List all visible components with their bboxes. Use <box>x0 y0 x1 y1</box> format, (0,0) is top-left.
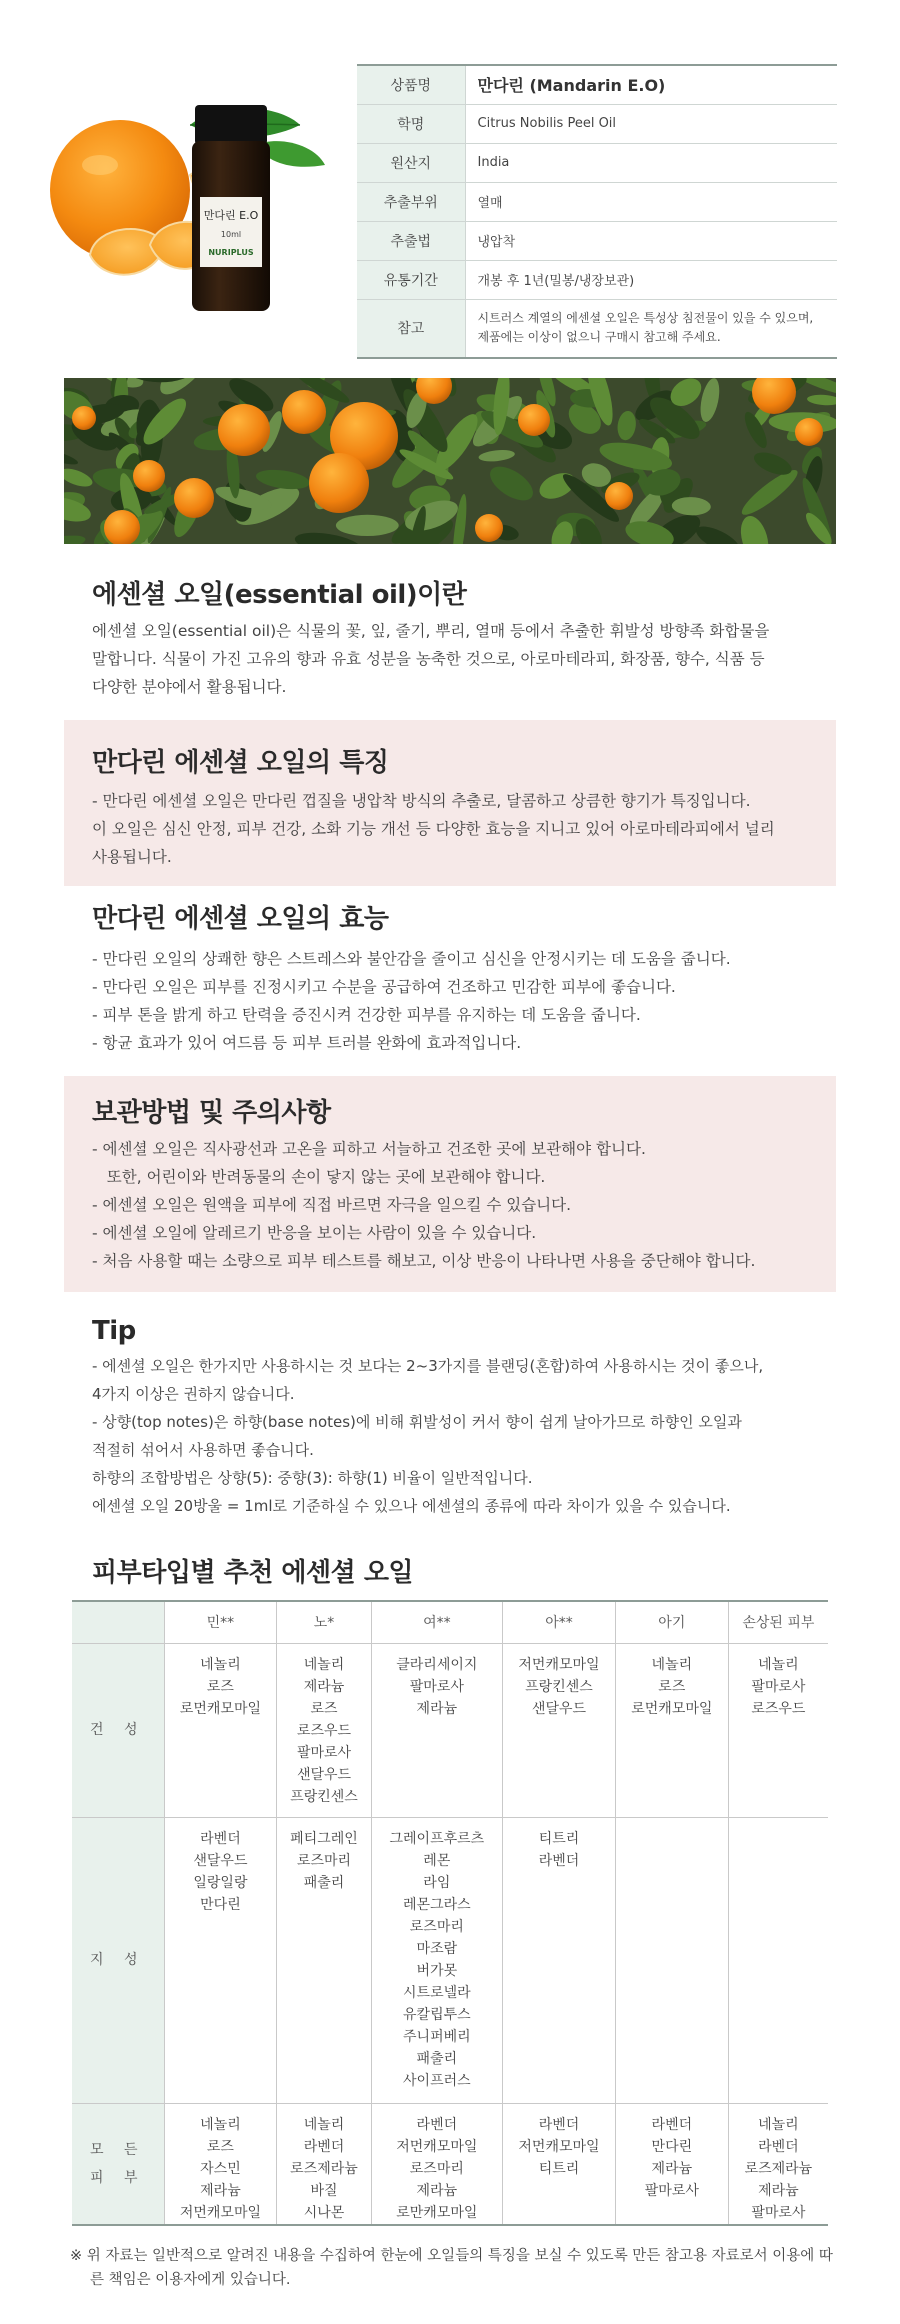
info-row <box>357 104 837 143</box>
oil-name: 로즈우드 <box>751 1700 806 1717</box>
tip-line: 에센셜 오일 20방울 = 1ml로 기준하실 수 있으나 에센셜의 종류에 따라 차이가 있을 수 있습니다. <box>92 1497 731 1515</box>
oil-name: 제라늄 <box>416 1700 458 1717</box>
oil-name: 패출리 <box>416 2050 458 2067</box>
oil-name: 버가못 <box>416 1962 458 1979</box>
feature-line: 사용됩니다. <box>92 848 172 866</box>
oil-name: 네놀리 <box>651 1656 693 1673</box>
fruit-decoration <box>174 478 214 518</box>
fruit-decoration <box>475 514 503 542</box>
table-cell <box>164 1643 277 1817</box>
oil-name: 라벤더 <box>538 2116 580 2133</box>
effect-line: - 만다린 오일의 상쾌한 향은 스트레스와 불안감을 줄이고 심신을 안정시키는 데 도움을 줍니다. <box>92 950 731 968</box>
oil-name: 샌달우드 <box>296 1766 352 1783</box>
fruit-decoration <box>133 460 165 492</box>
oil-name: 제라늄 <box>416 2182 458 2199</box>
oil-name: 팔마로사 <box>296 1744 352 1761</box>
oil-name: 로즈마리 <box>409 2160 464 2177</box>
table-cell <box>277 2103 371 2225</box>
oil-name: 라벤더 <box>200 1830 241 1847</box>
oil-name: 로즈 <box>206 2138 234 2155</box>
table-row <box>72 1817 828 2103</box>
storage-section <box>64 1076 836 1292</box>
oil-name: 저먼캐모마일 <box>518 1656 600 1673</box>
tip-line: 적절히 섞어서 사용하면 좋습니다. <box>92 1441 314 1459</box>
oil-name: 레몬그라스 <box>403 1896 471 1913</box>
oil-name: 바질 <box>310 2182 338 2199</box>
info-key: 원산지 <box>357 143 465 182</box>
column-header: 아** <box>503 1601 616 1643</box>
table-cell <box>615 1643 728 1817</box>
info-key: 학명 <box>357 104 465 143</box>
info-key: 상품명 <box>357 65 465 104</box>
tip-title: Tip <box>92 1316 136 1346</box>
oil-name: 네놀리 <box>200 2116 241 2133</box>
fruit-decoration <box>218 404 270 456</box>
storage-line: - 처음 사용할 때는 소량으로 피부 테스트를 해보고, 이상 반응이 나타나면 사용을 중단해야 합니다. <box>92 1252 756 1270</box>
oil-name: 라벤더 <box>416 2116 458 2133</box>
oil-name: 팔마로사 <box>751 2204 806 2221</box>
oil-name: 시나몬 <box>303 2204 345 2221</box>
essential-oil-title: 에센셜 오일(essential oil)이란 <box>92 580 467 610</box>
oil-name: 저먼캐모마일 <box>396 2138 478 2155</box>
oil-name: 팔마로사 <box>644 2182 699 2199</box>
oil-name: 제라늄 <box>651 2160 693 2177</box>
info-value: Citrus Nobilis Peel Oil <box>465 104 837 143</box>
oil-name: 유칼립투스 <box>403 2006 471 2023</box>
bottle-label-name: 만다린 E.O <box>203 209 259 222</box>
skin-table-section <box>64 1552 836 1596</box>
row-header-line: 피 부 <box>90 2169 146 2186</box>
oil-name: 클라리세이지 <box>396 1656 478 1673</box>
table-corner <box>72 1601 164 1643</box>
table-cell <box>371 1817 502 2103</box>
info-value-line: 제품에는 이상이 없으니 구매시 참고해 주세요. <box>477 330 721 345</box>
table-cell <box>503 1643 616 1817</box>
fruit-decoration <box>282 390 326 434</box>
oil-name: 팔마로사 <box>751 1678 806 1695</box>
feature-title: 만다린 에센셜 오일의 특징 <box>92 748 389 778</box>
column-header: 여** <box>371 1601 502 1643</box>
oil-name: 샌달우드 <box>193 1852 248 1869</box>
skin-type-table <box>72 1600 828 2226</box>
feature-section <box>64 720 836 886</box>
fruit-decoration <box>72 406 96 430</box>
column-header: 손상된 피부 <box>728 1601 828 1643</box>
table-cell <box>371 2103 502 2225</box>
effect-line: - 피부 톤을 밝게 하고 탄력을 증진시켜 건강한 피부를 유지하는 데 도움을 줍니다. <box>92 1006 641 1024</box>
oil-name: 패출리 <box>303 1874 345 1891</box>
info-value-line: 시트러스 계열의 에센셜 오일은 특성상 침전물이 있을 수 있으며, <box>477 311 814 326</box>
mandarin-bottle-photo <box>40 95 360 335</box>
storage-line: 또한, 어린이와 반려동물의 손이 닿지 않는 곳에 보관해야 합니다. <box>92 1168 546 1186</box>
table-cell <box>503 2103 616 2225</box>
table-cell <box>728 2103 828 2225</box>
product-info-table <box>357 64 837 359</box>
info-row <box>357 260 837 299</box>
fruit-decoration <box>605 482 633 510</box>
feature-line: 이 오일은 심신 안정, 피부 건강, 소화 기능 개선 등 다양한 효능을 지니고 있어 아로마테라피에서 널리 <box>92 820 775 838</box>
oil-name: 만다린 <box>651 2138 693 2155</box>
column-header: 아기 <box>615 1601 728 1643</box>
oil-name: 프랑킨센스 <box>290 1788 358 1805</box>
oil-name: 네놀리 <box>758 1656 799 1673</box>
info-row <box>357 221 837 260</box>
oil-name: 저먼캐모마일 <box>179 2204 261 2221</box>
oil-name: 라벤더 <box>303 2138 345 2155</box>
oil-name: 일랑일랑 <box>193 1874 248 1891</box>
row-header: 지 성 <box>72 1817 164 2103</box>
info-value: 개봉 후 1년(밀봉/냉장보관) <box>465 260 837 299</box>
oil-name: 라벤더 <box>538 1852 580 1869</box>
tip-section <box>64 1316 836 1530</box>
effect-title: 만다린 에센셜 오일의 효능 <box>92 904 389 934</box>
oil-name: 라임 <box>423 1874 451 1891</box>
tip-line: - 에센셜 오일은 한가지만 사용하시는 것 보다는 2~3가지를 블랜딩(혼합)하여 사용하시는 것이 좋으나, <box>92 1357 764 1375</box>
oil-name: 네놀리 <box>303 2116 345 2133</box>
oil-name: 네놀리 <box>758 2116 799 2133</box>
effect-line: - 만다린 오일은 피부를 진정시키고 수분을 공급하여 건조하고 민감한 피부에 좋습니다. <box>92 978 676 996</box>
fruit-decoration <box>309 453 369 513</box>
storage-title: 보관방법 및 주의사항 <box>92 1098 331 1128</box>
effect-section <box>64 898 836 1068</box>
oil-name: 팔마로사 <box>409 1678 464 1695</box>
oil-name: 시트로넬라 <box>403 1984 471 2001</box>
oil-name: 로즈 <box>206 1678 234 1695</box>
tip-line: 4가지 이상은 권하지 않습니다. <box>92 1385 295 1403</box>
mandarin-tree-banner <box>64 378 836 544</box>
oil-name: 주니퍼베리 <box>403 2028 471 2045</box>
table-row <box>72 1643 828 1817</box>
oil-name: 만다린 <box>200 1896 241 1913</box>
oil-name: 라벤더 <box>758 2138 799 2155</box>
effect-line: - 항균 효과가 있어 여드름 등 피부 트러블 완화에 효과적입니다. <box>92 1034 522 1052</box>
oil-name: 네놀리 <box>200 1656 241 1673</box>
oil-name: 로즈 <box>658 1678 686 1695</box>
info-key: 추출법 <box>357 221 465 260</box>
oil-name: 로먼캐모마일 <box>179 1700 261 1717</box>
row-header: 건 성 <box>72 1643 164 1817</box>
oil-name: 로먼캐모마일 <box>631 1700 713 1717</box>
column-header: 노* <box>277 1601 371 1643</box>
column-header: 민** <box>164 1601 277 1643</box>
table-cell <box>615 2103 728 2225</box>
storage-line: - 에센셜 오일은 직사광선과 고온을 피하고 서늘하고 건조한 곳에 보관해야 합니다. <box>92 1140 646 1158</box>
oil-name: 티트리 <box>538 1830 580 1847</box>
info-row <box>357 143 837 182</box>
essential-oil-line: 다양한 분야에서 활용됩니다. <box>92 678 287 696</box>
oil-name: 제라늄 <box>758 2182 799 2199</box>
info-key: 참고 <box>357 299 465 358</box>
tip-line: - 상향(top notes)은 하향(base notes)에 비해 휘발성이 커서 향이 쉽게 날아가므로 하향인 오일과 <box>92 1413 742 1431</box>
oil-name: 로즈 <box>310 1700 338 1717</box>
tip-line: 하향의 조합방법은 상향(5): 중향(3): 하향(1) 비율이 일반적입니다. <box>92 1469 533 1487</box>
oil-name: 제라늄 <box>303 1678 345 1695</box>
essential-oil-section <box>64 574 836 696</box>
oil-name: 로즈마리 <box>296 1852 352 1869</box>
feature-line: - 만다린 에센셜 오일은 만다린 껍질을 냉압착 방식의 추출로, 달콤하고 상큼한 향기가 특징입니다. <box>92 792 751 810</box>
oil-name: 프랑킨센스 <box>525 1678 593 1695</box>
bottle-label-brand: NURIPLUS <box>208 248 254 257</box>
bottle-label-volume: 10ml <box>220 230 242 239</box>
footnote: ※ 위 자료는 일반적으로 알려진 내용을 수집하여 한눈에 오일들의 특징을 보실 수 있도록 만든 참고용 자료로서 이용에 따른 책임은 이용자에게 있습니다. <box>70 2248 833 2288</box>
essential-oil-line: 에센셜 오일(essential oil)은 식물의 꽃, 잎, 줄기, 뿌리, 열매 등에서 추출한 휘발성 방향족 화합물을 <box>92 622 770 640</box>
info-key: 추출부위 <box>357 182 465 221</box>
info-value: 열매 <box>465 182 837 221</box>
info-key: 유통기간 <box>357 260 465 299</box>
oil-name: 샌달우드 <box>531 1700 587 1717</box>
table-cell <box>164 1817 277 2103</box>
info-row <box>357 182 837 221</box>
storage-line: - 에센셜 오일에 알레르기 반응을 보이는 사람이 있을 수 있습니다. <box>92 1224 537 1242</box>
oil-name: 라벤더 <box>651 2116 693 2133</box>
oil-name: 로즈제라늄 <box>290 2160 358 2177</box>
oil-name: 로즈마리 <box>409 1918 464 1935</box>
oil-name: 레몬 <box>423 1852 451 1869</box>
row-header <box>72 2103 164 2225</box>
table-cell <box>503 1817 616 2103</box>
oil-name: 마조람 <box>416 1940 458 1957</box>
info-value: 냉압착 <box>465 221 837 260</box>
table-row <box>72 2103 828 2225</box>
table-cell <box>164 2103 277 2225</box>
leaf-decoration <box>336 515 399 536</box>
info-value: 만다린 (Mandarin E.O) <box>465 65 837 104</box>
row-header-line: 모 든 <box>90 2141 146 2158</box>
oil-name: 로즈우드 <box>296 1722 352 1739</box>
fruit-decoration <box>518 404 550 436</box>
table-cell <box>371 1643 502 1817</box>
storage-line: - 에센셜 오일은 원액을 피부에 직접 바르면 자극을 일으킬 수 있습니다. <box>92 1196 572 1214</box>
oil-name: 제라늄 <box>200 2182 241 2199</box>
oil-name: 티트리 <box>538 2160 580 2177</box>
oil-name: 로즈제라늄 <box>744 2160 813 2177</box>
table-cell <box>728 1643 828 1817</box>
info-value: India <box>465 143 837 182</box>
oil-name: 네놀리 <box>303 1656 345 1673</box>
skin-table-title: 피부타입별 추천 에센셜 오일 <box>92 1558 414 1588</box>
table-cell <box>728 1817 828 2103</box>
info-row <box>357 65 837 104</box>
oil-name: 사이프러스 <box>403 2072 471 2089</box>
info-row <box>357 299 837 358</box>
oil-name: 그레이프후르츠 <box>389 1830 485 1847</box>
oil-name: 로만캐모마일 <box>396 2204 478 2221</box>
product-header <box>0 0 900 370</box>
essential-oil-line: 말합니다. 식물이 가진 고유의 향과 유효 성분을 농축한 것으로, 아로마테라피, 화장품, 향수, 식품 등 <box>92 650 765 668</box>
oil-name: 자스민 <box>200 2160 241 2177</box>
table-cell <box>615 1817 728 2103</box>
info-value <box>465 299 837 358</box>
fruit-decoration <box>795 418 823 446</box>
oil-name: 저먼캐모마일 <box>518 2138 600 2155</box>
oil-name: 페티그레인 <box>290 1830 358 1847</box>
table-cell <box>277 1817 371 2103</box>
table-cell <box>277 1643 371 1817</box>
